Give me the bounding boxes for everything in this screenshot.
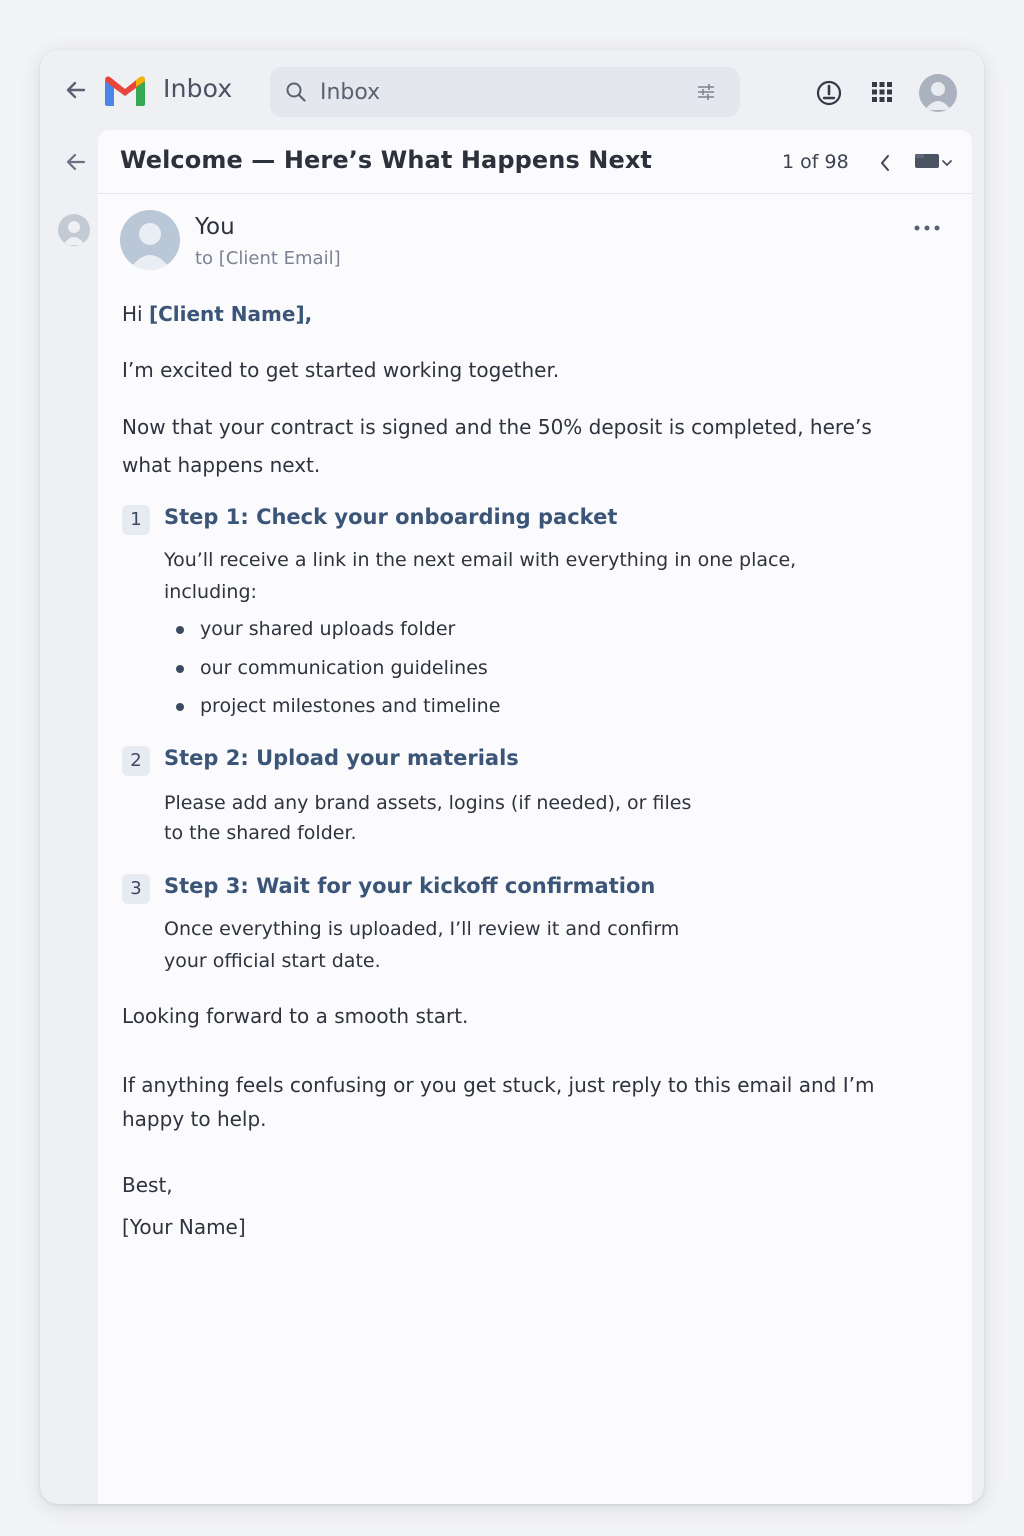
step-1-body: You’ll receive a link in the next email with everything in one place, including:	[164, 549, 797, 603]
signoff: Best,	[122, 1173, 173, 1197]
more-dots-icon[interactable]	[910, 216, 944, 240]
greeting-name: [Client Name],	[148, 302, 313, 326]
recipient-line: to [Client Email]	[195, 248, 341, 269]
greeting-prefix: Hi	[122, 302, 149, 326]
search-input[interactable]	[320, 77, 670, 107]
list-item: project milestones and timeline	[176, 687, 776, 726]
subject-bar	[98, 130, 972, 194]
avatar-icon	[58, 214, 90, 246]
chevron-down-icon	[940, 154, 954, 173]
sender-name: You	[195, 214, 235, 240]
apps-grid-icon[interactable]	[866, 76, 898, 108]
step-3-body-line-2: your official start date.	[164, 950, 381, 972]
search-icon	[284, 80, 308, 104]
signature: [Your Name]	[122, 1215, 246, 1239]
email-subject: Welcome — Here’s What Happens Next	[120, 146, 653, 174]
intro-text: I’m excited to get started working together.	[122, 358, 560, 382]
filter-icon[interactable]	[694, 80, 718, 104]
step-2-number: 2	[122, 746, 150, 776]
list-item: your shared uploads folder	[176, 610, 776, 649]
gmail-logo-icon[interactable]	[102, 72, 148, 108]
message-panel	[98, 130, 972, 1504]
list-item: our communication guidelines	[176, 649, 776, 688]
help-icon[interactable]	[812, 76, 846, 110]
step-2-body-line-2: to the shared folder.	[164, 822, 357, 844]
step-1-bullets	[176, 610, 776, 726]
step-1-title: Step 1: Check your onboarding packet	[164, 505, 618, 529]
back-arrow-icon[interactable]	[60, 74, 92, 106]
step-3-number: 3	[122, 874, 150, 904]
step-1-number: 1	[122, 505, 150, 535]
folder-dropdown-button[interactable]	[910, 151, 958, 175]
back-to-inbox-icon[interactable]	[60, 146, 92, 178]
step-3-title: Step 3: Wait for your kickoff confirmation	[164, 874, 656, 898]
app-title: Inbox	[163, 74, 233, 103]
step-2-body-line-1: Please add any brand assets, logins (if needed), or files	[164, 792, 692, 814]
sender-avatar	[120, 210, 180, 270]
folder-icon	[914, 152, 940, 174]
account-avatar[interactable]	[919, 74, 957, 112]
step-3-body-line-1: Once everything is uploaded, I’ll review it and confirm	[164, 918, 680, 940]
closing-line: Looking forward to a smooth start.	[122, 1004, 469, 1028]
chevron-left-icon[interactable]	[874, 149, 896, 177]
top-bar	[40, 50, 984, 130]
step-2-title: Step 2: Upload your materials	[164, 746, 519, 770]
intro-paragraph: Now that your contract is signed and the 50% deposit is completed, here’s what happens next.	[122, 415, 872, 477]
search-bar[interactable]	[270, 67, 740, 117]
message-counter: 1 of 98	[782, 151, 849, 173]
help-line: If anything feels confusing or you get stuck, just reply to this email and I’m happy to help.	[122, 1073, 875, 1131]
mail-window	[40, 50, 984, 1504]
greeting	[122, 295, 922, 333]
